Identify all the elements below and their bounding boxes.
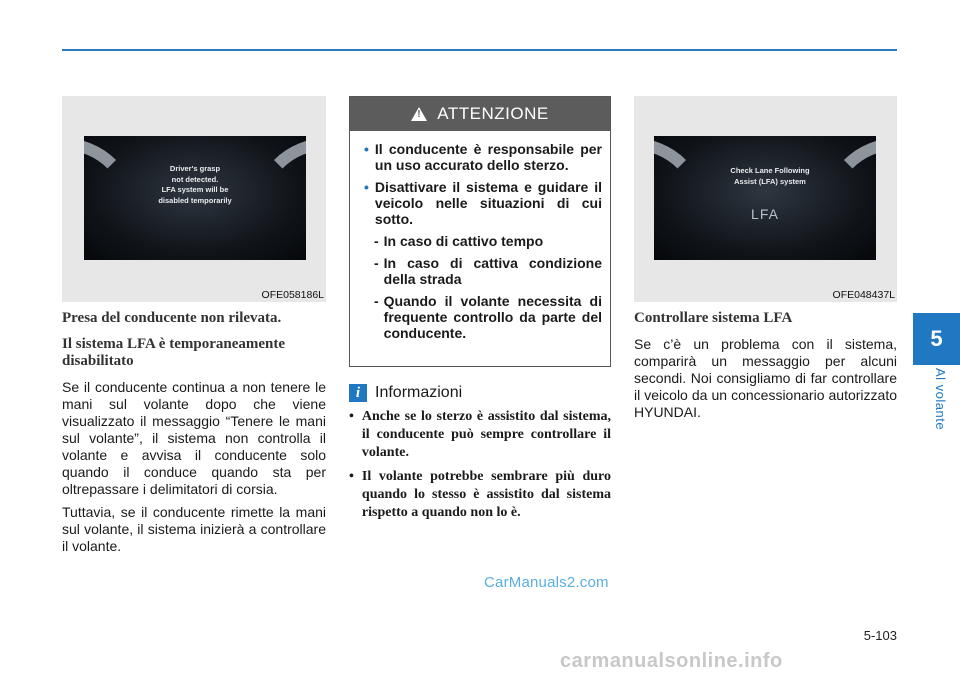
warning-header <box>350 97 610 131</box>
left-gauge <box>84 138 138 260</box>
body-paragraph: Se il conducente continua a non tenere le mani sul volante dopo che viene visualizzato il messaggio “Tenere le mani sul volante”, il sistema non controlla il volante e avvisa il conducente solo quando il conduce quando sta per oltrepassare i delimitatori di corsia. <box>62 379 326 497</box>
info-item: • Anche se lo sterzo è assistito dal sistema, il conducente può sempre controllare il volante. <box>349 409 611 460</box>
left-column <box>62 96 326 555</box>
body-paragraph: Se c’è un problema con il sistema, comparirà un messaggio per alcuni secondi. Noi consigliamo di far controllare il veicolo da un concessionario autorizzato HYUNDAI. <box>634 336 897 420</box>
right-gauge <box>252 138 306 260</box>
info-header <box>349 384 611 402</box>
chapter-tab[interactable]: 5 <box>913 313 960 365</box>
warning-subitem: - Quando il volante necessita di frequente controllo da parte del conducente. <box>374 293 602 341</box>
bullet-icon: • <box>364 141 369 157</box>
cluster-screen <box>654 136 876 260</box>
page-number: 5-103 <box>863 628 897 643</box>
warning-triangle-icon <box>411 107 427 121</box>
warning-title: ATTENZIONE <box>437 104 549 123</box>
section-heading: Controllare sistema LFA <box>634 310 793 326</box>
middle-column <box>349 96 611 522</box>
section-heading: Presa del conducente non rilevata. <box>62 310 282 326</box>
warning-subitem: - In caso di cattivo tempo <box>374 233 544 249</box>
cluster-message: Check Lane Following Assist (LFA) system <box>730 166 810 186</box>
info-title: Informazioni <box>375 384 463 401</box>
lfa-label: LFA <box>751 206 779 222</box>
cluster-image-grasp <box>62 96 326 302</box>
right-gauge <box>822 138 876 260</box>
cluster-message: Driver's grasp not detected. LFA system will be disabled temporarily <box>158 164 232 205</box>
warning-bullet: • Disattivare il sistema e guidare il veicolo nelle situazioni di cui sotto. <box>364 179 602 227</box>
watermark-link[interactable]: CarManuals2.com <box>484 574 609 591</box>
body-paragraph: Tuttavia, se il conducente rimette la mani sul volante, il sistema inizierà a controllare il volante. <box>62 504 326 554</box>
cluster-image-check <box>634 96 897 302</box>
image-code: OFE048437L <box>832 289 895 301</box>
warning-box <box>349 96 611 367</box>
warning-list <box>350 131 610 341</box>
footer-watermark: carmanualsonline.info <box>560 650 783 672</box>
cluster-screen <box>84 136 306 260</box>
section-subheading: Il sistema LFA è temporaneamente disabilitato <box>62 336 286 369</box>
left-gauge <box>654 138 708 260</box>
info-icon: i <box>349 384 367 402</box>
warning-subitem: - In caso di cattiva condizione della strada <box>374 255 602 287</box>
warning-bullet: • Il conducente è responsabile per un uso accurato dello sterzo. <box>364 141 602 173</box>
right-column <box>634 96 897 421</box>
image-code: OFE058186L <box>261 289 324 301</box>
chapter-title: Al volante <box>933 368 948 431</box>
info-item: • Il volante potrebbe sembrare più duro quando lo stesso è assistito dal sistema rispetto a quando non lo è. <box>349 469 611 520</box>
bullet-icon: • <box>364 179 369 195</box>
header-rule <box>62 49 897 51</box>
